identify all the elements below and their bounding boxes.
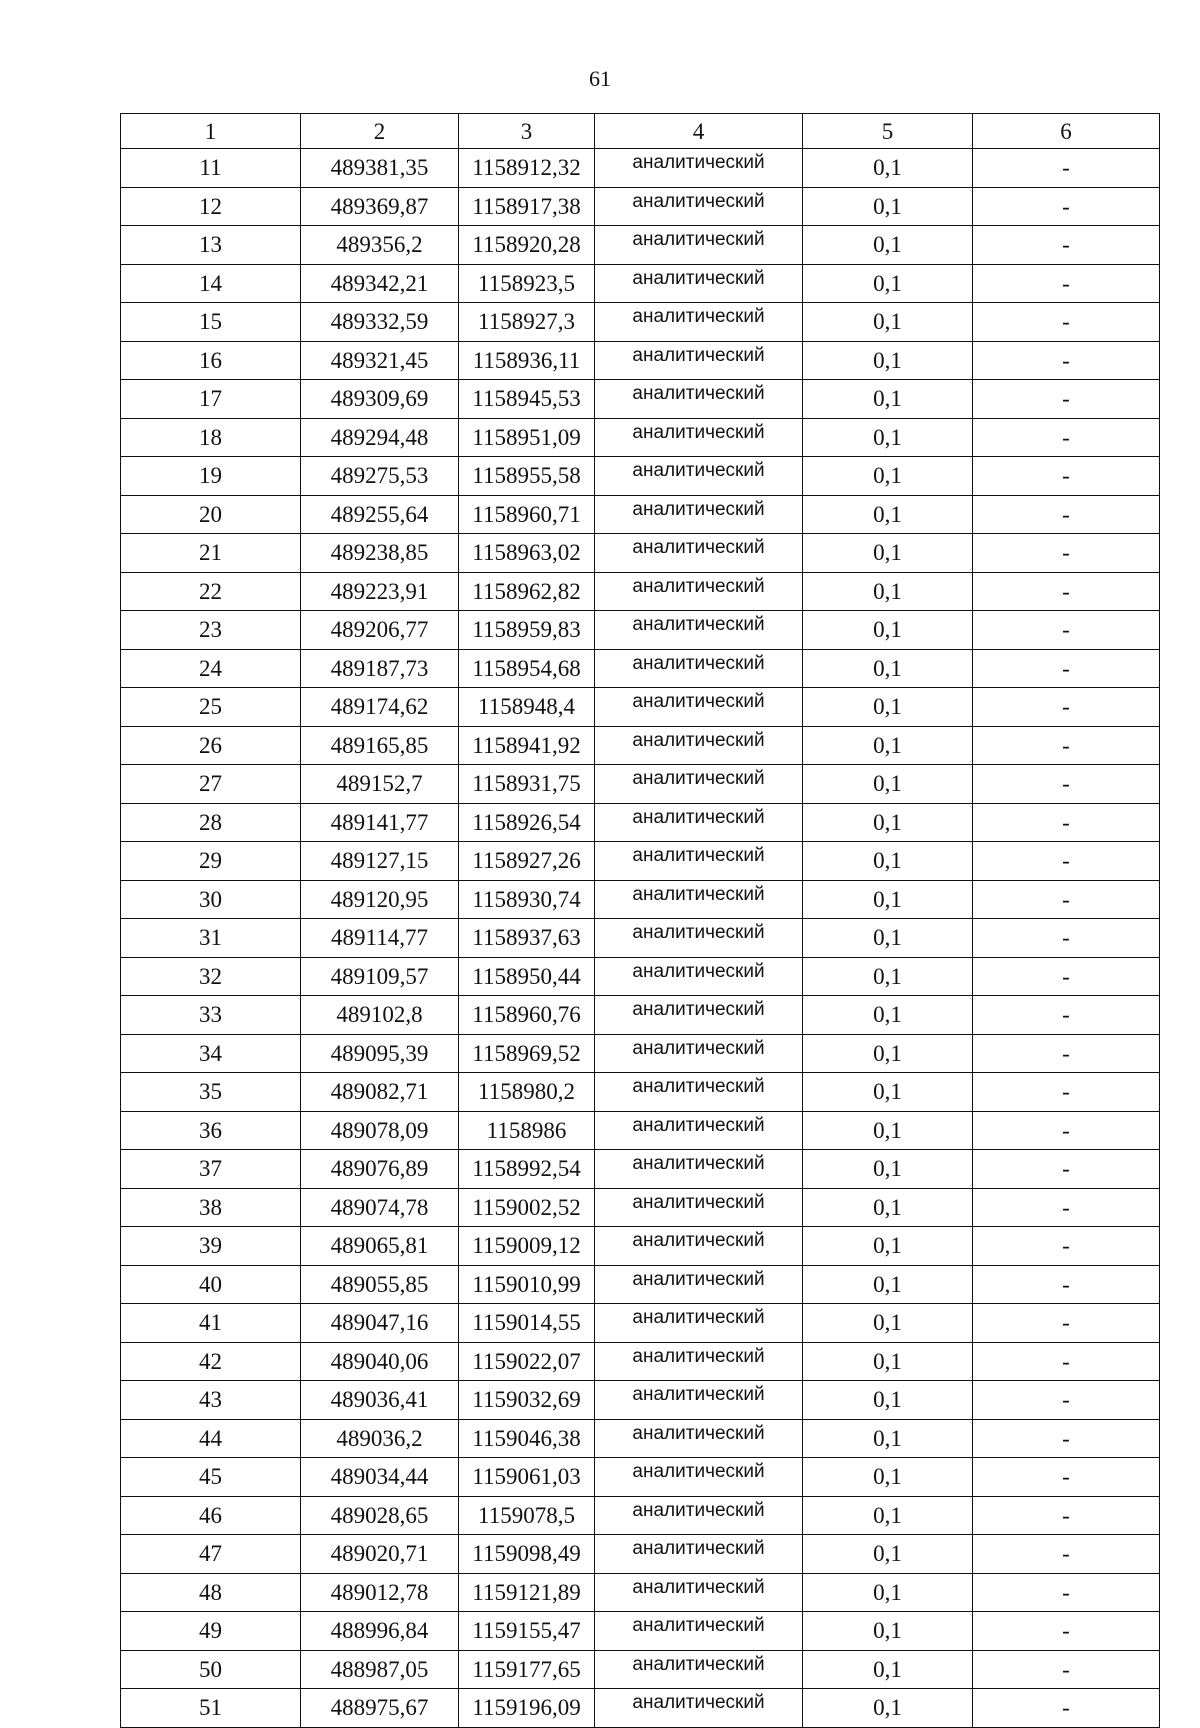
accuracy-cell: 0,1 — [803, 1265, 973, 1304]
accuracy-cell: 0,1 — [803, 765, 973, 804]
accuracy-cell: 0,1 — [803, 996, 973, 1035]
method-cell: аналитический — [595, 1650, 803, 1689]
table-row — [121, 1496, 1160, 1535]
point-number-cell: 26 — [121, 726, 301, 765]
table-row — [121, 1150, 1160, 1189]
y-coordinate-cell: 1158941,92 — [459, 726, 595, 765]
x-coordinate-cell: 489321,45 — [301, 341, 459, 380]
table-row — [121, 534, 1160, 573]
method-cell: аналитический — [595, 1227, 803, 1266]
method-cell: аналитический — [595, 1188, 803, 1227]
point-number-cell: 50 — [121, 1650, 301, 1689]
table-row — [121, 1265, 1160, 1304]
note-cell: - — [973, 1304, 1160, 1343]
method-cell: аналитический — [595, 457, 803, 496]
note-cell: - — [973, 457, 1160, 496]
accuracy-cell: 0,1 — [803, 572, 973, 611]
note-cell: - — [973, 187, 1160, 226]
x-coordinate-cell: 489028,65 — [301, 1496, 459, 1535]
method-cell: аналитический — [595, 1034, 803, 1073]
column-header-2: 2 — [301, 114, 459, 149]
column-header-6: 6 — [973, 114, 1160, 149]
x-coordinate-cell: 489036,2 — [301, 1419, 459, 1458]
note-cell: - — [973, 1073, 1160, 1112]
method-cell: аналитический — [595, 1265, 803, 1304]
y-coordinate-cell: 1158960,71 — [459, 495, 595, 534]
x-coordinate-cell: 489076,89 — [301, 1150, 459, 1189]
point-number-cell: 33 — [121, 996, 301, 1035]
x-coordinate-cell: 489342,21 — [301, 264, 459, 303]
accuracy-cell: 0,1 — [803, 264, 973, 303]
accuracy-cell: 0,1 — [803, 1188, 973, 1227]
accuracy-cell: 0,1 — [803, 611, 973, 650]
table-row — [121, 1188, 1160, 1227]
point-number-cell: 39 — [121, 1227, 301, 1266]
x-coordinate-cell: 489078,09 — [301, 1111, 459, 1150]
y-coordinate-cell: 1158960,76 — [459, 996, 595, 1035]
y-coordinate-cell: 1159196,09 — [459, 1689, 595, 1728]
method-cell: аналитический — [595, 649, 803, 688]
accuracy-cell: 0,1 — [803, 303, 973, 342]
table-row — [121, 149, 1160, 188]
table-row — [121, 1227, 1160, 1266]
x-coordinate-cell: 489369,87 — [301, 187, 459, 226]
table-header-row — [121, 114, 1160, 149]
accuracy-cell: 0,1 — [803, 649, 973, 688]
y-coordinate-cell: 1158950,44 — [459, 957, 595, 996]
table-row — [121, 1689, 1160, 1728]
table-body — [121, 149, 1160, 1728]
table-row — [121, 611, 1160, 650]
x-coordinate-cell: 489109,57 — [301, 957, 459, 996]
x-coordinate-cell: 489120,95 — [301, 880, 459, 919]
accuracy-cell: 0,1 — [803, 1111, 973, 1150]
table-row — [121, 1381, 1160, 1420]
x-coordinate-cell: 488996,84 — [301, 1612, 459, 1651]
table-row — [121, 957, 1160, 996]
y-coordinate-cell: 1159022,07 — [459, 1342, 595, 1381]
x-coordinate-cell: 489309,69 — [301, 380, 459, 419]
accuracy-cell: 0,1 — [803, 187, 973, 226]
method-cell: аналитический — [595, 534, 803, 573]
accuracy-cell: 0,1 — [803, 803, 973, 842]
method-cell: аналитический — [595, 1496, 803, 1535]
point-number-cell: 17 — [121, 380, 301, 419]
y-coordinate-cell: 1158963,02 — [459, 534, 595, 573]
coordinates-table — [120, 113, 1160, 1728]
y-coordinate-cell: 1158986 — [459, 1111, 595, 1150]
y-coordinate-cell: 1158937,63 — [459, 919, 595, 958]
note-cell: - — [973, 380, 1160, 419]
accuracy-cell: 0,1 — [803, 957, 973, 996]
method-cell: аналитический — [595, 1342, 803, 1381]
accuracy-cell: 0,1 — [803, 149, 973, 188]
accuracy-cell: 0,1 — [803, 1689, 973, 1728]
point-number-cell: 11 — [121, 149, 301, 188]
point-number-cell: 45 — [121, 1458, 301, 1497]
x-coordinate-cell: 489095,39 — [301, 1034, 459, 1073]
point-number-cell: 47 — [121, 1535, 301, 1574]
accuracy-cell: 0,1 — [803, 1573, 973, 1612]
point-number-cell: 23 — [121, 611, 301, 650]
method-cell: аналитический — [595, 418, 803, 457]
accuracy-cell: 0,1 — [803, 842, 973, 881]
table-row — [121, 187, 1160, 226]
note-cell: - — [973, 1034, 1160, 1073]
method-cell: аналитический — [595, 1573, 803, 1612]
note-cell: - — [973, 1458, 1160, 1497]
point-number-cell: 28 — [121, 803, 301, 842]
column-header-4: 4 — [595, 114, 803, 149]
table-row — [121, 1034, 1160, 1073]
method-cell: аналитический — [595, 1111, 803, 1150]
y-coordinate-cell: 1158912,32 — [459, 149, 595, 188]
method-cell: аналитический — [595, 880, 803, 919]
point-number-cell: 25 — [121, 688, 301, 727]
point-number-cell: 34 — [121, 1034, 301, 1073]
table-row — [121, 226, 1160, 265]
x-coordinate-cell: 489381,35 — [301, 149, 459, 188]
accuracy-cell: 0,1 — [803, 341, 973, 380]
method-cell: аналитический — [595, 803, 803, 842]
x-coordinate-cell: 489065,81 — [301, 1227, 459, 1266]
point-number-cell: 18 — [121, 418, 301, 457]
note-cell: - — [973, 418, 1160, 457]
method-cell: аналитический — [595, 341, 803, 380]
method-cell: аналитический — [595, 1612, 803, 1651]
table-row — [121, 996, 1160, 1035]
note-cell: - — [973, 1496, 1160, 1535]
note-cell: - — [973, 1381, 1160, 1420]
accuracy-cell: 0,1 — [803, 1419, 973, 1458]
y-coordinate-cell: 1159155,47 — [459, 1612, 595, 1651]
point-number-cell: 21 — [121, 534, 301, 573]
y-coordinate-cell: 1158951,09 — [459, 418, 595, 457]
note-cell: - — [973, 1573, 1160, 1612]
point-number-cell: 37 — [121, 1150, 301, 1189]
x-coordinate-cell: 489238,85 — [301, 534, 459, 573]
accuracy-cell: 0,1 — [803, 880, 973, 919]
page-number: 61 — [589, 66, 611, 91]
x-coordinate-cell: 489165,85 — [301, 726, 459, 765]
note-cell: - — [973, 803, 1160, 842]
accuracy-cell: 0,1 — [803, 688, 973, 727]
y-coordinate-cell: 1158930,74 — [459, 880, 595, 919]
note-cell: - — [973, 149, 1160, 188]
point-number-cell: 49 — [121, 1612, 301, 1651]
y-coordinate-cell: 1159032,69 — [459, 1381, 595, 1420]
table-row — [121, 1419, 1160, 1458]
point-number-cell: 31 — [121, 919, 301, 958]
table-row — [121, 688, 1160, 727]
note-cell: - — [973, 1111, 1160, 1150]
x-coordinate-cell: 489034,44 — [301, 1458, 459, 1497]
x-coordinate-cell: 489114,77 — [301, 919, 459, 958]
x-coordinate-cell: 489127,15 — [301, 842, 459, 881]
method-cell: аналитический — [595, 1304, 803, 1343]
y-coordinate-cell: 1159014,55 — [459, 1304, 595, 1343]
y-coordinate-cell: 1158931,75 — [459, 765, 595, 804]
table-row — [121, 803, 1160, 842]
point-number-cell: 36 — [121, 1111, 301, 1150]
point-number-cell: 48 — [121, 1573, 301, 1612]
x-coordinate-cell: 489275,53 — [301, 457, 459, 496]
point-number-cell: 19 — [121, 457, 301, 496]
y-coordinate-cell: 1159009,12 — [459, 1227, 595, 1266]
y-coordinate-cell: 1159002,52 — [459, 1188, 595, 1227]
table-row — [121, 1535, 1160, 1574]
note-cell: - — [973, 341, 1160, 380]
x-coordinate-cell: 489141,77 — [301, 803, 459, 842]
accuracy-cell: 0,1 — [803, 1650, 973, 1689]
y-coordinate-cell: 1158948,4 — [459, 688, 595, 727]
note-cell: - — [973, 303, 1160, 342]
method-cell: аналитический — [595, 842, 803, 881]
note-cell: - — [973, 957, 1160, 996]
method-cell: аналитический — [595, 1150, 803, 1189]
x-coordinate-cell: 489356,2 — [301, 226, 459, 265]
table-row — [121, 880, 1160, 919]
point-number-cell: 12 — [121, 187, 301, 226]
table-row — [121, 1304, 1160, 1343]
table-row — [121, 495, 1160, 534]
point-number-cell: 42 — [121, 1342, 301, 1381]
table-row — [121, 418, 1160, 457]
method-cell: аналитический — [595, 1073, 803, 1112]
point-number-cell: 46 — [121, 1496, 301, 1535]
y-coordinate-cell: 1159078,5 — [459, 1496, 595, 1535]
y-coordinate-cell: 1158917,38 — [459, 187, 595, 226]
table-row — [121, 1342, 1160, 1381]
point-number-cell: 20 — [121, 495, 301, 534]
method-cell: аналитический — [595, 226, 803, 265]
accuracy-cell: 0,1 — [803, 1150, 973, 1189]
table-row — [121, 380, 1160, 419]
x-coordinate-cell: 489074,78 — [301, 1188, 459, 1227]
accuracy-cell: 0,1 — [803, 1073, 973, 1112]
method-cell: аналитический — [595, 264, 803, 303]
accuracy-cell: 0,1 — [803, 226, 973, 265]
x-coordinate-cell: 489036,41 — [301, 1381, 459, 1420]
accuracy-cell: 0,1 — [803, 1496, 973, 1535]
note-cell: - — [973, 919, 1160, 958]
point-number-cell: 43 — [121, 1381, 301, 1420]
method-cell: аналитический — [595, 765, 803, 804]
table-row — [121, 726, 1160, 765]
note-cell: - — [973, 842, 1160, 881]
x-coordinate-cell: 489174,62 — [301, 688, 459, 727]
note-cell: - — [973, 1342, 1160, 1381]
point-number-cell: 29 — [121, 842, 301, 881]
accuracy-cell: 0,1 — [803, 1381, 973, 1420]
table-row — [121, 341, 1160, 380]
y-coordinate-cell: 1158923,5 — [459, 264, 595, 303]
table-row — [121, 1458, 1160, 1497]
note-cell: - — [973, 1150, 1160, 1189]
accuracy-cell: 0,1 — [803, 418, 973, 457]
x-coordinate-cell: 489206,77 — [301, 611, 459, 650]
table-row — [121, 303, 1160, 342]
table-row — [121, 457, 1160, 496]
table-row — [121, 1650, 1160, 1689]
accuracy-cell: 0,1 — [803, 534, 973, 573]
note-cell: - — [973, 996, 1160, 1035]
accuracy-cell: 0,1 — [803, 726, 973, 765]
method-cell: аналитический — [595, 611, 803, 650]
y-coordinate-cell: 1158920,28 — [459, 226, 595, 265]
x-coordinate-cell: 489082,71 — [301, 1073, 459, 1112]
note-cell: - — [973, 649, 1160, 688]
note-cell: - — [973, 1612, 1160, 1651]
x-coordinate-cell: 489047,16 — [301, 1304, 459, 1343]
accuracy-cell: 0,1 — [803, 1034, 973, 1073]
accuracy-cell: 0,1 — [803, 380, 973, 419]
note-cell: - — [973, 1650, 1160, 1689]
accuracy-cell: 0,1 — [803, 1458, 973, 1497]
x-coordinate-cell: 488975,67 — [301, 1689, 459, 1728]
accuracy-cell: 0,1 — [803, 1612, 973, 1651]
y-coordinate-cell: 1159046,38 — [459, 1419, 595, 1458]
point-number-cell: 44 — [121, 1419, 301, 1458]
y-coordinate-cell: 1159098,49 — [459, 1535, 595, 1574]
method-cell: аналитический — [595, 688, 803, 727]
column-header-5: 5 — [803, 114, 973, 149]
y-coordinate-cell: 1158959,83 — [459, 611, 595, 650]
point-number-cell: 14 — [121, 264, 301, 303]
note-cell: - — [973, 1419, 1160, 1458]
table-row — [121, 1111, 1160, 1150]
note-cell: - — [973, 765, 1160, 804]
method-cell: аналитический — [595, 1458, 803, 1497]
y-coordinate-cell: 1159061,03 — [459, 1458, 595, 1497]
accuracy-cell: 0,1 — [803, 1535, 973, 1574]
x-coordinate-cell: 489255,64 — [301, 495, 459, 534]
x-coordinate-cell: 489332,59 — [301, 303, 459, 342]
method-cell: аналитический — [595, 1535, 803, 1574]
method-cell: аналитический — [595, 572, 803, 611]
note-cell: - — [973, 572, 1160, 611]
y-coordinate-cell: 1158992,54 — [459, 1150, 595, 1189]
x-coordinate-cell: 489020,71 — [301, 1535, 459, 1574]
table-row — [121, 1573, 1160, 1612]
table-row — [121, 919, 1160, 958]
column-header-3: 3 — [459, 114, 595, 149]
note-cell: - — [973, 726, 1160, 765]
note-cell: - — [973, 226, 1160, 265]
column-header-1: 1 — [121, 114, 301, 149]
y-coordinate-cell: 1159010,99 — [459, 1265, 595, 1304]
point-number-cell: 13 — [121, 226, 301, 265]
note-cell: - — [973, 1227, 1160, 1266]
y-coordinate-cell: 1158936,11 — [459, 341, 595, 380]
point-number-cell: 27 — [121, 765, 301, 804]
accuracy-cell: 0,1 — [803, 457, 973, 496]
x-coordinate-cell: 489055,85 — [301, 1265, 459, 1304]
y-coordinate-cell: 1158969,52 — [459, 1034, 595, 1073]
note-cell: - — [973, 880, 1160, 919]
method-cell: аналитический — [595, 187, 803, 226]
note-cell: - — [973, 1689, 1160, 1728]
point-number-cell: 32 — [121, 957, 301, 996]
method-cell: аналитический — [595, 149, 803, 188]
point-number-cell: 41 — [121, 1304, 301, 1343]
method-cell: аналитический — [595, 726, 803, 765]
method-cell: аналитический — [595, 919, 803, 958]
point-number-cell: 51 — [121, 1689, 301, 1728]
note-cell: - — [973, 611, 1160, 650]
note-cell: - — [973, 688, 1160, 727]
accuracy-cell: 0,1 — [803, 919, 973, 958]
note-cell: - — [973, 534, 1160, 573]
method-cell: аналитический — [595, 957, 803, 996]
method-cell: аналитический — [595, 996, 803, 1035]
point-number-cell: 30 — [121, 880, 301, 919]
x-coordinate-cell: 488987,05 — [301, 1650, 459, 1689]
point-number-cell: 15 — [121, 303, 301, 342]
point-number-cell: 22 — [121, 572, 301, 611]
y-coordinate-cell: 1158962,82 — [459, 572, 595, 611]
note-cell: - — [973, 1265, 1160, 1304]
method-cell: аналитический — [595, 1419, 803, 1458]
x-coordinate-cell: 489223,91 — [301, 572, 459, 611]
point-number-cell: 38 — [121, 1188, 301, 1227]
x-coordinate-cell: 489102,8 — [301, 996, 459, 1035]
y-coordinate-cell: 1158945,53 — [459, 380, 595, 419]
point-number-cell: 16 — [121, 341, 301, 380]
point-number-cell: 40 — [121, 1265, 301, 1304]
y-coordinate-cell: 1159121,89 — [459, 1573, 595, 1612]
y-coordinate-cell: 1158926,54 — [459, 803, 595, 842]
y-coordinate-cell: 1158927,3 — [459, 303, 595, 342]
method-cell: аналитический — [595, 380, 803, 419]
method-cell: аналитический — [595, 1381, 803, 1420]
table-row — [121, 649, 1160, 688]
accuracy-cell: 0,1 — [803, 1304, 973, 1343]
note-cell: - — [973, 264, 1160, 303]
point-number-cell: 24 — [121, 649, 301, 688]
table-row — [121, 264, 1160, 303]
method-cell: аналитический — [595, 495, 803, 534]
accuracy-cell: 0,1 — [803, 1227, 973, 1266]
method-cell: аналитический — [595, 1689, 803, 1728]
note-cell: - — [973, 1188, 1160, 1227]
x-coordinate-cell: 489012,78 — [301, 1573, 459, 1612]
accuracy-cell: 0,1 — [803, 495, 973, 534]
x-coordinate-cell: 489040,06 — [301, 1342, 459, 1381]
y-coordinate-cell: 1158954,68 — [459, 649, 595, 688]
table-row — [121, 1073, 1160, 1112]
y-coordinate-cell: 1159177,65 — [459, 1650, 595, 1689]
table-row — [121, 1612, 1160, 1651]
table-row — [121, 842, 1160, 881]
method-cell: аналитический — [595, 303, 803, 342]
point-number-cell: 35 — [121, 1073, 301, 1112]
y-coordinate-cell: 1158927,26 — [459, 842, 595, 881]
note-cell: - — [973, 1535, 1160, 1574]
table-row — [121, 765, 1160, 804]
x-coordinate-cell: 489152,7 — [301, 765, 459, 804]
x-coordinate-cell: 489294,48 — [301, 418, 459, 457]
note-cell: - — [973, 495, 1160, 534]
accuracy-cell: 0,1 — [803, 1342, 973, 1381]
table-row — [121, 572, 1160, 611]
y-coordinate-cell: 1158955,58 — [459, 457, 595, 496]
y-coordinate-cell: 1158980,2 — [459, 1073, 595, 1112]
x-coordinate-cell: 489187,73 — [301, 649, 459, 688]
